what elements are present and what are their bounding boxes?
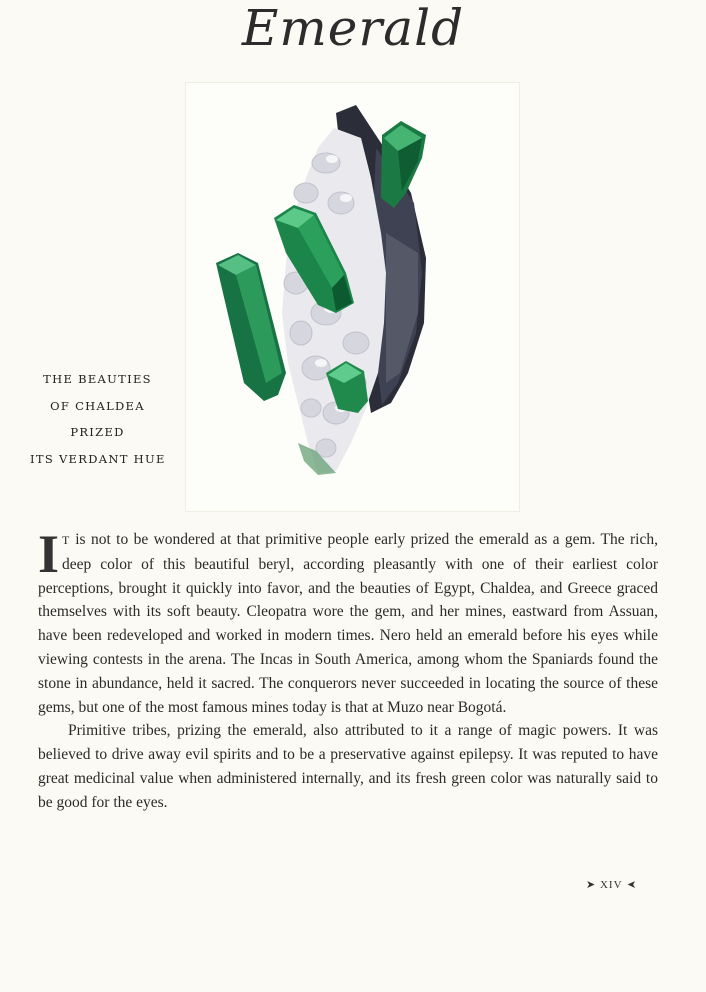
body-text <box>38 524 658 815</box>
arrow-left-ornament-icon: ➤ <box>626 879 637 891</box>
first-word-rest: T <box>62 533 70 547</box>
caption-line: THE BEAUTIES <box>43 372 152 386</box>
paragraph-1-text: is not to be wondered at that primitive people early prized the emerald as a gem. The rich, deep color of this beautiful beryl, according pleasantly with one of their earliest color perceptions, brought it quickly into favor, and the beauties of Egypt, Chaldea, and Greece graced themselves with its soft beauty. Cleopatra wore the gem, and her mines, eastward from Assuan, have been redeveloped and worked in modern times. Nero held an emerald before his eyes while viewing contests in the arena. The Incas in South America, among whom the Spaniards found the stone in abundance, held it sacred. The conquerors never succeeded in locating the source of these gems, but one of the most famous mines today is that at Muzo near Bogotá. <box>38 531 658 716</box>
caption-line: PRIZED <box>70 425 125 439</box>
margin-caption <box>30 366 165 472</box>
emerald-illustration <box>185 82 520 512</box>
caption-line: OF CHALDEA <box>50 398 145 413</box>
drop-cap: I <box>38 524 60 584</box>
page-title: Emerald <box>241 0 465 57</box>
caption-line: ITS VERDANT HUE <box>30 451 166 466</box>
page-number <box>586 878 636 891</box>
paragraph-2: Primitive tribes, prizing the emerald, also attributed to it a range of magic powers. It was believed to drive away evil spirits and to be a preservative against epilepsy. It was reputed to have great medicinal value when administered internally, and its fresh green color was naturally said to be good for the eyes. <box>38 722 658 811</box>
arrow-right-ornament-icon: ➤ <box>586 879 597 891</box>
folio-numeral: XIV <box>599 879 623 891</box>
paragraph-1 <box>38 524 658 719</box>
